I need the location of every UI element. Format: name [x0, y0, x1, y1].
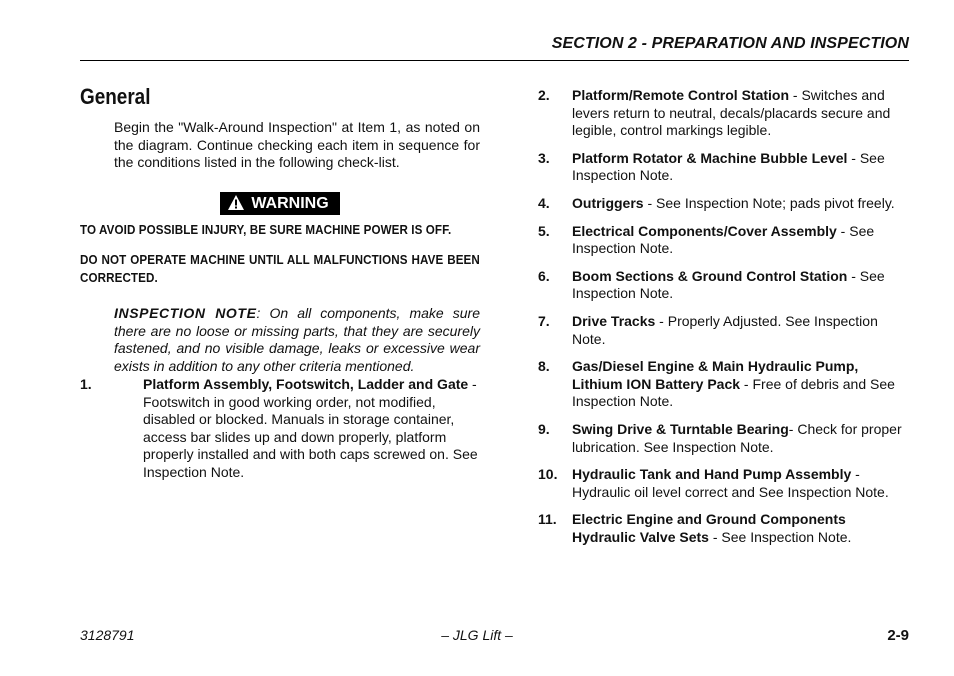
checklist-left	[80, 376, 480, 482]
checklist-item	[538, 466, 909, 501]
warning-text-power: TO AVOID POSSIBLE INJURY, BE SURE MACHINE POWER IS OFF.	[80, 222, 452, 237]
checklist-item	[538, 511, 909, 546]
left-column	[80, 84, 480, 482]
checklist-right	[538, 87, 909, 546]
inspection-note-lead: INSPECTION NOTE	[114, 304, 257, 321]
item-text: - See Inspection Note.	[708, 528, 852, 545]
checklist-item	[538, 150, 909, 185]
inspection-note-text: : On all components, make sure there are no loose or missing parts, that they are securely fastened, and no visible damage, leaks or excessive wear exists in addition to any other criteria mentioned.	[114, 304, 480, 375]
checklist-item	[538, 87, 909, 140]
warning-triangle-icon	[227, 194, 245, 211]
item-heading: Swing Drive & Turntable Bearing	[572, 420, 789, 437]
item-number: 1.	[80, 375, 92, 392]
warning-banner	[80, 192, 480, 215]
item-number: 6.	[538, 267, 550, 284]
item-number: 4.	[538, 194, 550, 211]
item-number: 9.	[538, 420, 550, 437]
item-text: - Switches and levers return to neutral, decals/placards secure and legible, control markings legible.	[572, 87, 891, 139]
section-header: SECTION 2 - PREPARATION AND INSPECTION	[551, 35, 909, 52]
checklist-item	[538, 313, 909, 348]
item-text: - Properly Adjusted. See Inspection Note.	[572, 312, 878, 347]
checklist-item	[538, 195, 909, 213]
inspection-note	[114, 305, 480, 376]
item-heading: Electric Engine and Ground Components Hydraulic Valve Sets	[572, 511, 846, 545]
item-heading: Hydraulic Tank and Hand Pump Assembly	[572, 466, 852, 483]
footer-doc-number: 3128791	[80, 627, 135, 643]
item-text: - See Inspection Note.	[572, 267, 885, 302]
item-text: - See Inspection Note.	[572, 149, 885, 184]
item-text: - Check for proper lubrication. See Inspection Note.	[572, 420, 902, 455]
item-number: 2.	[538, 87, 550, 103]
item-text: - Hydraulic oil level correct and See Inspection Note.	[572, 466, 889, 500]
checklist-item	[538, 223, 909, 258]
warning-label-box	[220, 192, 339, 215]
item-number: 7.	[538, 312, 550, 329]
item-heading: Drive Tracks	[572, 312, 656, 329]
item-number: 8.	[538, 358, 550, 375]
right-column	[538, 87, 909, 556]
checklist-item	[80, 376, 480, 482]
item-heading: Boom Sections & Ground Control Station	[572, 267, 848, 284]
item-heading: Platform/Remote Control Station	[572, 87, 790, 103]
item-number: 5.	[538, 222, 550, 239]
item-text: - See Inspection Note; pads pivot freely.	[643, 194, 895, 211]
item-text: - See Inspection Note.	[572, 222, 875, 257]
checklist-item	[538, 358, 909, 411]
item-heading: Platform Rotator & Machine Bubble Level	[572, 149, 848, 166]
item-heading: Outriggers	[572, 194, 644, 211]
item-text: - Free of debris and See Inspection Note.	[572, 375, 895, 410]
item-number: 3.	[538, 149, 550, 166]
header-rule	[80, 60, 909, 61]
checklist-item	[538, 268, 909, 303]
warning-text-malfunctions: DO NOT OPERATE MACHINE UNTIL ALL MALFUNCTIONS HAVE BEEN CORRECTED.	[80, 252, 480, 285]
warning-label: WARNING	[251, 194, 329, 212]
item-heading: Platform Assembly, Footswitch, Ladder and Gate	[143, 375, 469, 392]
page-title: General	[80, 84, 151, 109]
footer-brand: – JLG Lift –	[441, 627, 513, 643]
item-number: 10.	[538, 466, 558, 483]
item-heading: Electrical Components/Cover Assembly	[572, 222, 837, 239]
item-number: 11.	[538, 511, 557, 528]
item-text: - Footswitch in good working order, not modified, disabled or blocked. Manuals in storage container, access bar slides up and down properly, platform properly installed and with both caps screwed on. See Inspection Note.	[143, 375, 478, 480]
page-number: 2-9	[887, 627, 909, 644]
item-heading: Gas/Diesel Engine & Main Hydraulic Pump, Lithium ION Battery Pack	[572, 358, 859, 392]
checklist-item	[538, 421, 909, 456]
intro-paragraph: Begin the "Walk-Around Inspection" at Item 1, as noted on the diagram. Continue checking each item in sequence for the conditions listed in the following check-list.	[114, 119, 480, 171]
